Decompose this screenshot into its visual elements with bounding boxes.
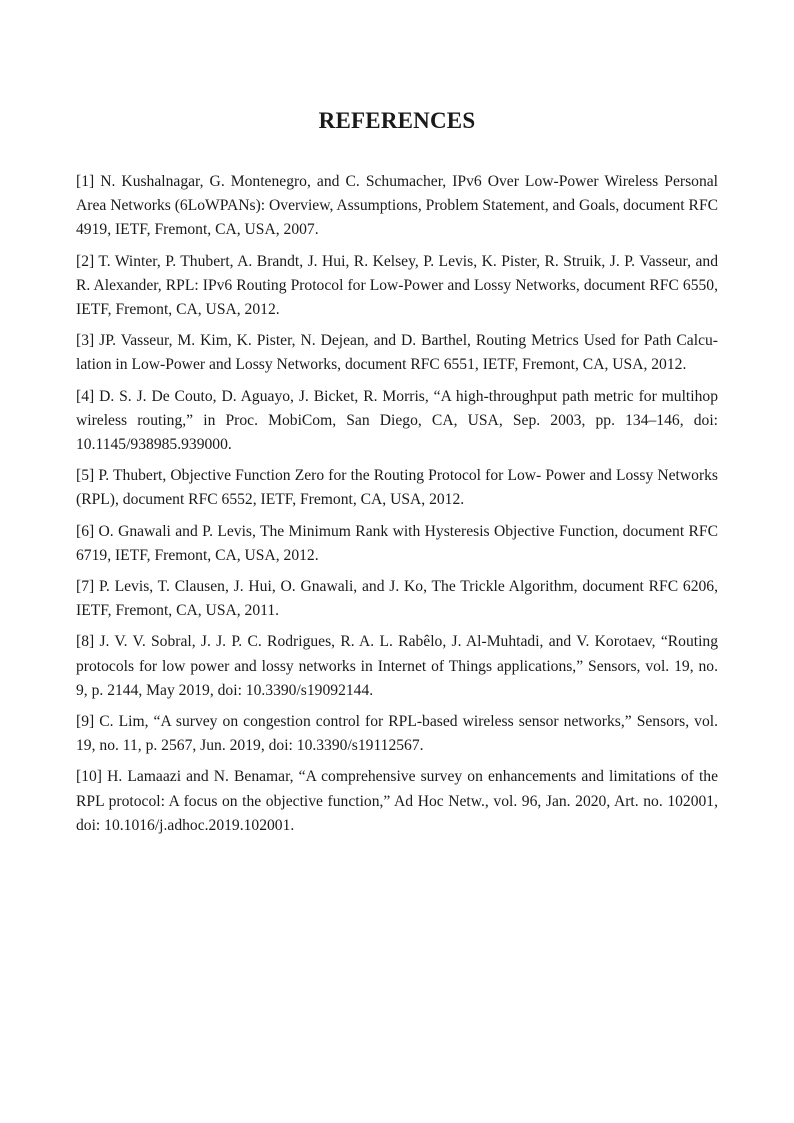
section-title: REFERENCES [318,108,476,133]
reference-item-3: [3] JP. Vasseur, M. Kim, K. Pister, N. Dejean, and D. Barthel, Routing Metrics Used for Path Calculation in Low-Power and Lossy Networks, document RFC 6551, IETF, Fremont, CA, USA, 2012. [76,332,718,374]
reference-item-4: [4] D. S. J. De Couto, D. Aguayo, J. Bicket, R. Morris, “A high-throughput path metric for multihop wireless routing,” in Proc. MobiCom, San Diego, CA, USA, Sep. 2003, pp. 134–146, doi: 10.1145/938985.939000. [76,387,718,454]
reference-item-1: [1] N. Kushalnagar, G. Montenegro, and C. Schumacher, IPv6 Over Low-Power Wireless Personal Area Networks (6LoWPANs): Overview, Assumptions, Problem Statement, and Goals, document RFC 4919, IETF, Fremont, CA, USA, 2007. [76,173,719,239]
reference-item-2: [2] T. Winter, P. Thubert, A. Brandt, J. Hui, R. Kelsey, P. Levis, K. Pister, R. Struik, J. P. Vasseur, and R. Alexander, RPL: IPv6 Routing Protocol for Low-Power and Lossy Networks, document RFC 6550, IETF, Fremont, CA, USA, 2012. [76,252,718,319]
reference-item-5: [5] P. Thubert, Objective Function Zero for the Routing Protocol for Low- Power and Lossy Networks (RPL), document RFC 6552, IETF, Fremont, CA, USA, 2012. [76,467,718,509]
reference-item-8: [8] J. V. V. Sobral, J. J. P. C. Rodrigues, R. A. L. Rabêlo, J. Al-Muhtadi, and V. Korotaev, “Routing protocols for low power and lossy networks in Internet of Things applications,” Sensors, vol. 19, no. 9, p. 2144, May 2019, doi: 10.3390/s19092144. [76,633,718,699]
reference-item-9: [9] C. Lim, “A survey on congestion control for RPL-based wireless sensor networks,” Sensors, vol. 19, no. 11, p. 2567, Jun. 2019, doi: 10.3390/s19112567. [76,713,718,755]
reference-item-6: [6] O. Gnawali and P. Levis, The Minimum Rank with Hysteresis Objective Function, document RFC 6719, IETF, Fremont, CA, USA, 2012. [76,522,718,564]
reference-item-7: [7] P. Levis, T. Clausen, J. Hui, O. Gnawali, and J. Ko, The Trickle Algorithm, document RFC 6206, IETF, Fremont, CA, USA, 2011. [76,578,718,620]
reference-list [76,170,718,845]
reference-item-10: [10] H. Lamaazi and N. Benamar, “A comprehensive survey on enhancements and limitations of the RPL protocol: A focus on the objective function,” Ad Hoc Netw., vol. 96, Jan. 2020, Art. no. 102001, doi: 10.1016/j.adhoc.2019.102001. [76,768,718,834]
